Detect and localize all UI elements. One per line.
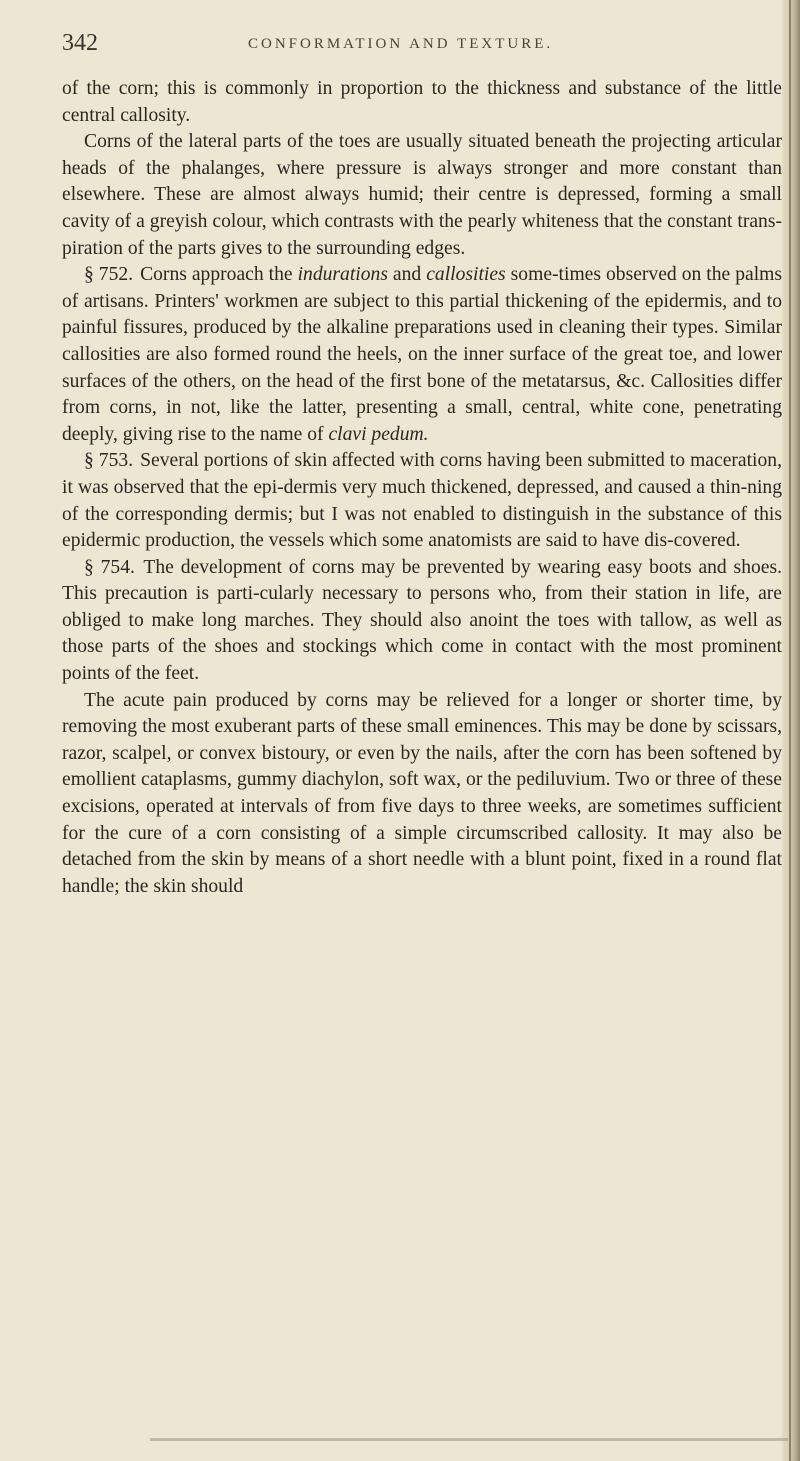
paragraph	[62, 555, 782, 688]
text-run: Several portions of skin affected with corns having been submitted to maceration, it was observed that the epi-dermis very much thickened, depressed, and caused a thin-ning of the corresponding dermis; but I was not enabled to distinguish in the substance of this epidermic production, the vessels which some anatomists are said to have dis-covered.	[62, 450, 782, 552]
text-run: Corns of the lateral parts of the toes are usually situated beneath the projecting articular heads of the phalanges, where pressure is always stronger and more constant than elsewhere. These are almost always humid; their centre is depressed, forming a small cavity of a greyish colour, which contrasts with the pearly whiteness that the constant trans-piration of the parts gives to the surrounding edges.	[62, 131, 782, 259]
paragraph	[62, 688, 782, 901]
section-number: § 753.	[84, 450, 134, 472]
italic-term: indurations	[297, 264, 388, 286]
text-run: Corns approach the	[140, 264, 298, 286]
page-number: 342	[62, 30, 98, 56]
paragraph	[62, 448, 782, 554]
section-number: § 754.	[84, 556, 135, 578]
text-run: and	[387, 264, 427, 286]
gutter-line	[789, 0, 791, 1461]
paragraph	[62, 262, 782, 448]
italic-term: callosities	[426, 264, 506, 286]
text-run: some-times observed on the palms of artisans. Printers' workmen are subject to this partial thickening of the epidermis, and to painful fissures, produced by the alkaline preparations used in cleaning their types. Similar callosities are also formed round the heels, on the inner surface of the great toe, and lower surfaces of the others, on the head of the first bone of the metatarsus, &c. Callosities differ from corns, in not, like the latter, presenting a small, central, white cone, penetrating deeply, giving rise to the name of	[62, 264, 783, 445]
paragraph	[62, 129, 782, 262]
paragraph	[62, 76, 782, 129]
book-spine-edge	[782, 0, 800, 1461]
section-number: § 752.	[84, 264, 134, 286]
text-run: The acute pain produced by corns may be relieved for a longer or shorter time, by removing the most exuberant parts of these small eminences. This may be done by scissars, razor, scalpel, or convex bistoury, or even by the nails, after the corn has been softened by emollient cataplasms, gummy diachylon, soft wax, or the pediluvium. Two or three of these excisions, operated at intervals of from five days to three weeks, are sometimes sufficient for the cure of a corn consisting of a simple circumscribed callosity. It may also be detached from the skin by means of a short needle with a blunt point, fixed in a round flat handle; the skin should	[62, 689, 782, 897]
body-text	[62, 76, 782, 900]
text-run: The development of corns may be prevented by wearing easy boots and shoes. This precaution is parti-cularly necessary to persons who, from their station in life, are obliged to make long marches. They should also anoint the toes with tallow, as well as those parts of the shoes and stockings which come in contact with the most prominent points of the feet.	[62, 556, 783, 685]
page-header	[0, 30, 800, 70]
italic-term: clavi pedum.	[328, 423, 429, 445]
page-bottom-edge	[150, 1438, 788, 1441]
running-title: CONFORMATION AND TEXTURE.	[248, 36, 554, 52]
text-run: of the corn; this is commonly in proportion to the thickness and substance of the little central callosity.	[62, 78, 782, 126]
